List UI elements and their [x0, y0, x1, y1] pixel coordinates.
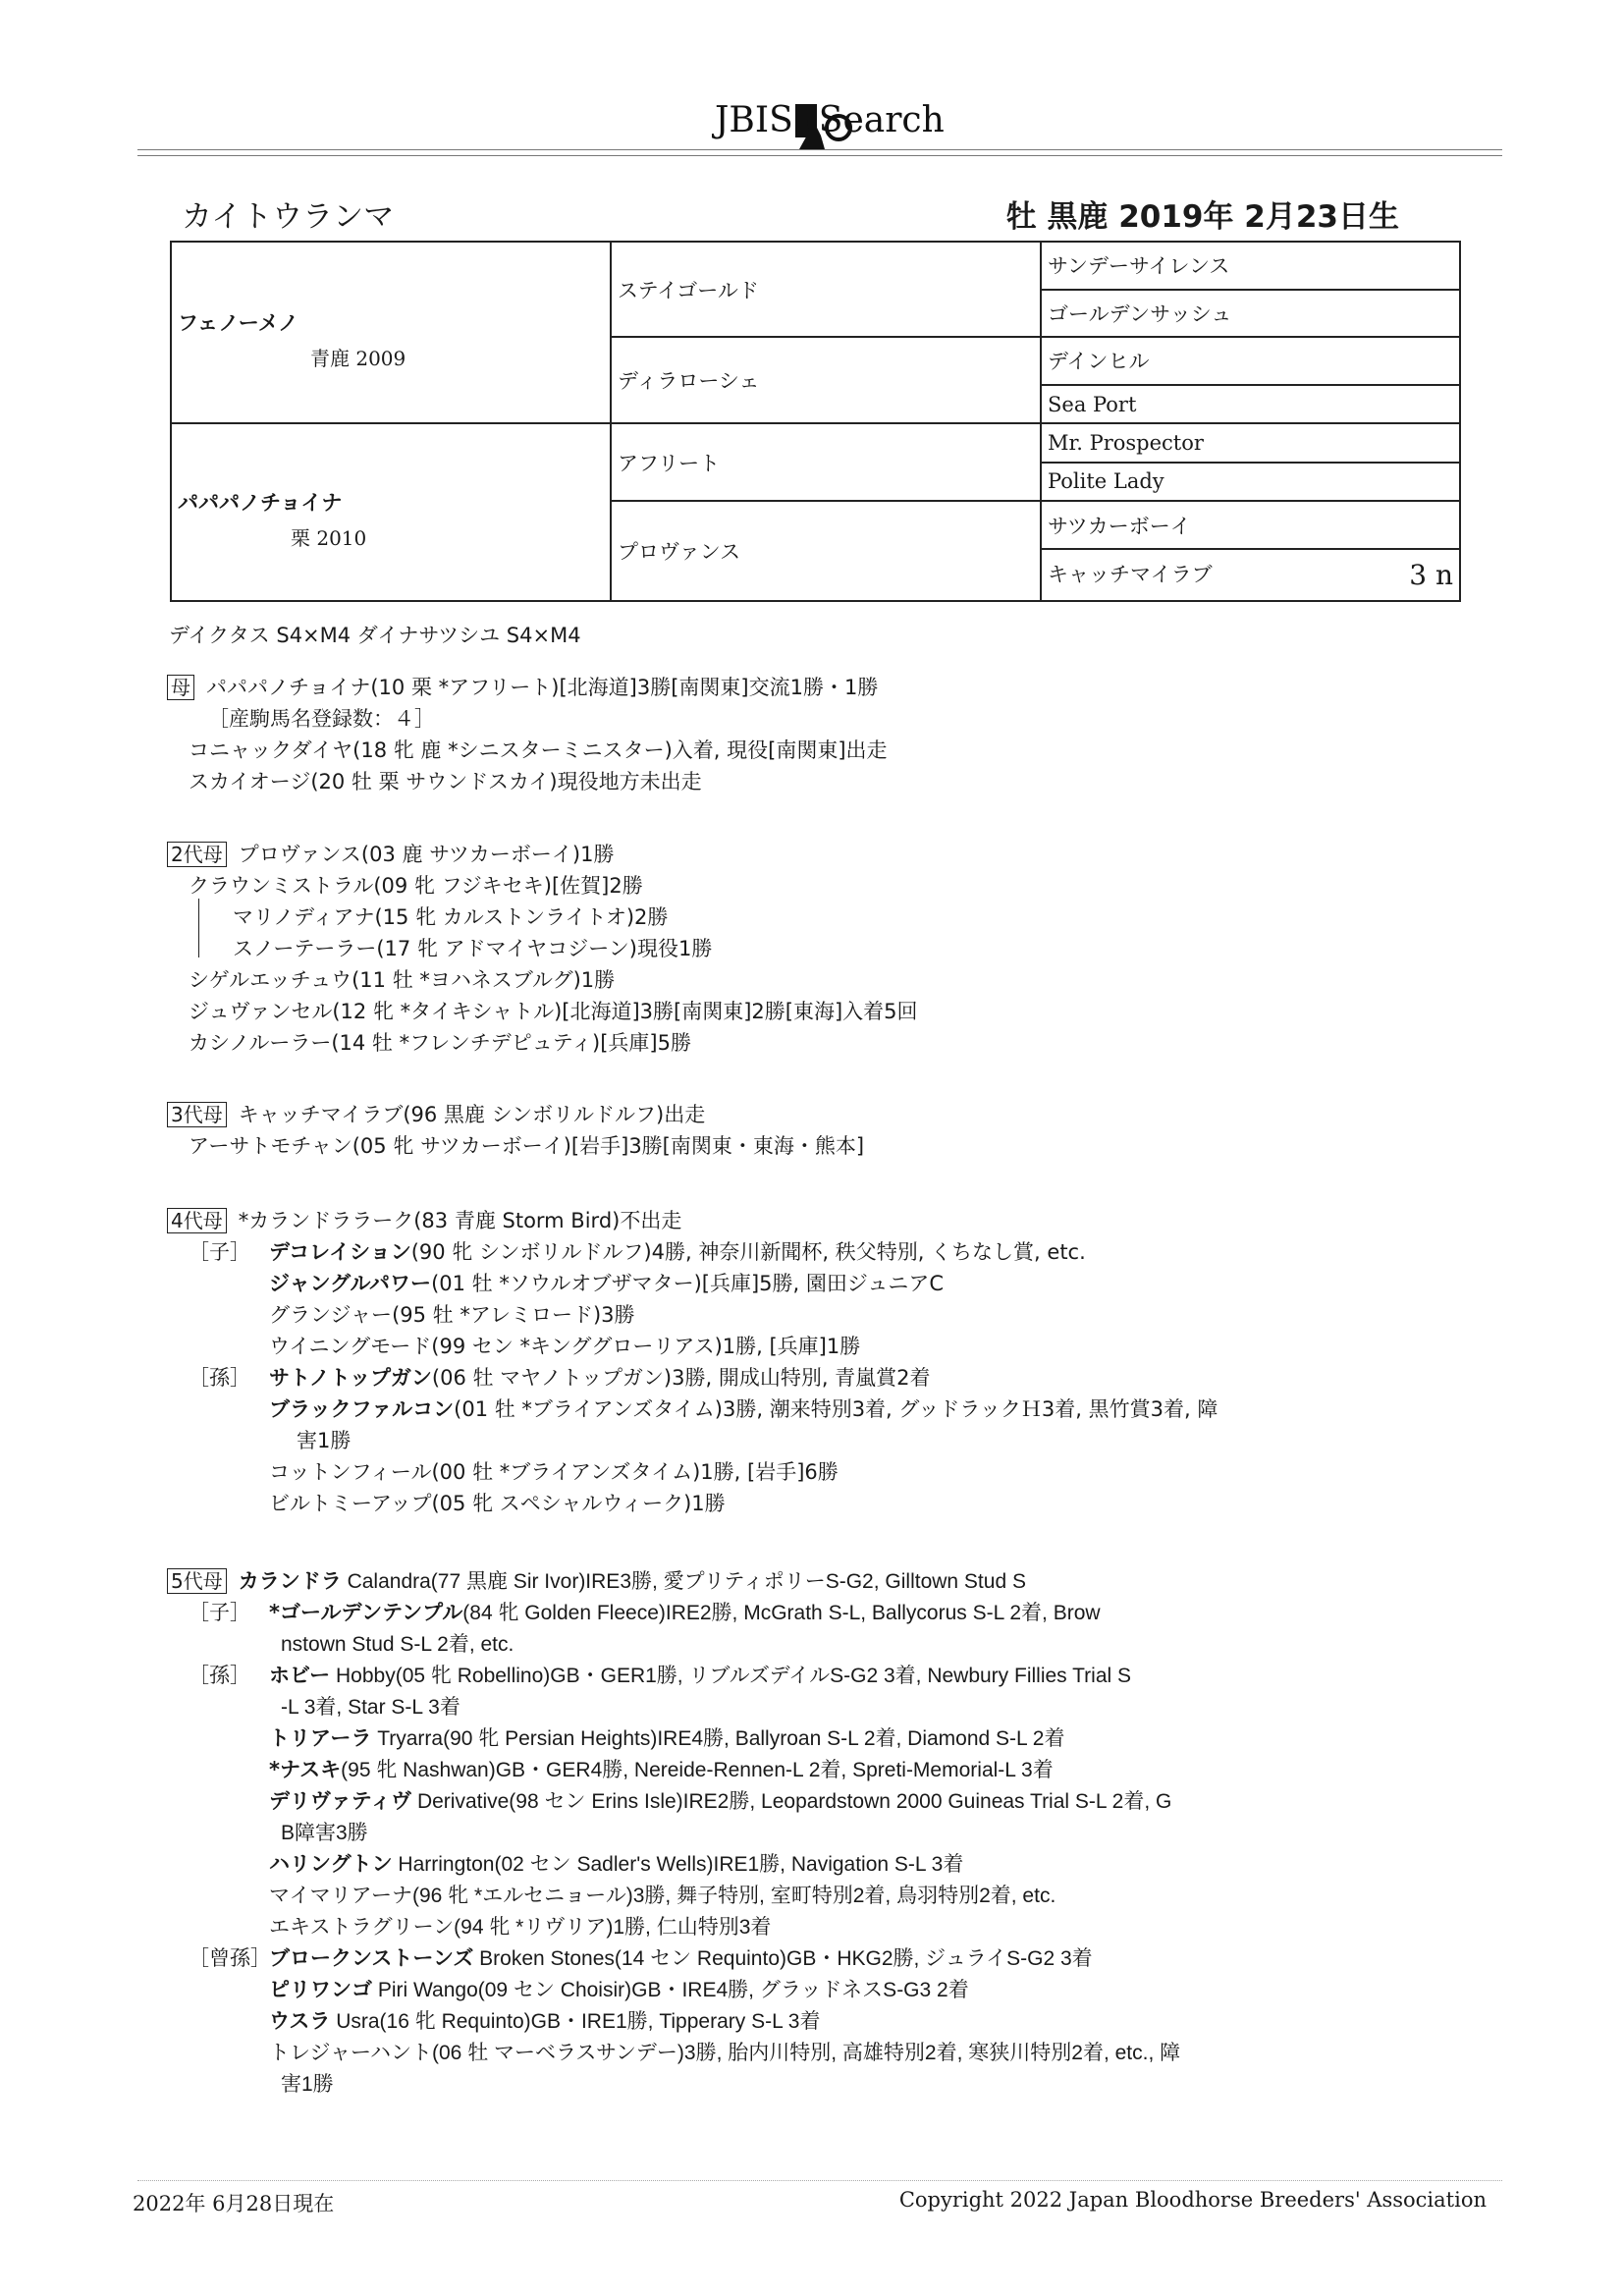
horse-name: ピリワンゴ	[269, 1978, 372, 2001]
horse-name: ビルトミーアップ	[269, 1492, 432, 1515]
list-item	[189, 1363, 931, 1393]
horse-record: (01 牡 *ブライアンズタイム)3勝, 潮来特別3着, グッドラックＨ3着, 黒竹賞3着, 障	[454, 1397, 1218, 1421]
dam-section-head	[167, 673, 878, 702]
list-item	[189, 1269, 944, 1298]
g3-cell-2: ゴールデンサッシュ	[1041, 290, 1460, 338]
g4-head: *カランドララーク(83 青鹿 Storm Bird)不出走	[238, 1209, 682, 1232]
g2-line-2: クラウンミストラル(09 牝 フジキセキ)[佐賀]2勝	[189, 874, 643, 898]
horse-name: デコレイション	[269, 1240, 411, 1264]
dam-line-3: コニャックダイヤ(18 牝 鹿 *シニスターミニスター)入着, 現役[南関東]出走	[189, 738, 888, 762]
sire-dam-cell: ディラローシェ	[611, 337, 1041, 423]
horse-name: ウイニングモード	[269, 1335, 432, 1358]
horse-record: (84 牝 Golden Fleece)IRE2勝, McGrath S-L, Ballycorus S-L 2着, Brow	[462, 1602, 1101, 1624]
list-item	[189, 1692, 460, 1722]
dam-color-year: 栗 2010	[291, 526, 367, 551]
content-area	[169, 619, 1445, 2151]
g2-line-6: ジュヴァンセル(12 牝 *タイキシャトル)[北海道]3勝[南関東]2勝[東海]入着5回	[189, 1000, 918, 1023]
footer-date: 2022年 6月28日現在	[133, 2192, 335, 2215]
footer-rule	[137, 2180, 1502, 2181]
horse-record: (99 セン *キンググローリアス)1勝, [兵庫]1勝	[431, 1335, 861, 1358]
g3-cell-3: デインヒル	[1041, 337, 1460, 385]
horse-record: トレジャーハント(06 牡 マーベラスサンデー)3勝, 胎内川特別, 高雄特別2着, 寒狭川特別2着, etc., 障	[269, 2042, 1181, 2064]
horse-name: コットンフィール	[269, 1460, 432, 1484]
g3-line-2: アーサトモチャン(05 牝 サツカーボーイ)[岩手]3勝[南関東・東海・熊本]	[189, 1134, 865, 1158]
horse-name: ジャングルパワー	[269, 1272, 432, 1295]
relation-tag: ［子］	[189, 1601, 250, 1624]
list-item	[189, 2069, 334, 2100]
header-rule-top	[137, 149, 1502, 150]
horse-record: 害1勝	[281, 2073, 334, 2096]
page-header	[0, 49, 1624, 157]
g2-line-1: プロヴァンス(03 鹿 サツカーボーイ)1勝	[238, 843, 615, 866]
relation-tag: ［孫］	[189, 1664, 250, 1687]
list-item	[189, 1755, 1054, 1785]
horse-record: (00 牡 *ブライアンズタイム)1勝, [岩手]6勝	[431, 1460, 839, 1484]
horse-name: ウスラ	[269, 2009, 331, 2033]
list-item	[189, 1786, 1171, 1817]
list-item	[189, 1849, 963, 1880]
horse-name: デリヴァティヴ	[269, 1789, 412, 1813]
section-label: 5代母	[167, 1568, 227, 1594]
horse-record: マイマリアーナ(96 牝 *エルセニョール)3勝, 舞子特別, 室町特別2着, 鳥羽特別2着, etc.	[269, 1885, 1056, 1907]
list-item	[189, 1426, 351, 1455]
list-item	[189, 1881, 1056, 1911]
g2-line-5: シゲルエッチュウ(11 牡 *ヨハネスブルグ)1勝	[189, 968, 616, 992]
horse-record: nstown Stud S-L 2着, etc.	[281, 1633, 514, 1656]
g2-tree-bar	[198, 899, 199, 957]
logo-text-right: Search	[818, 100, 945, 140]
relation-tag: ［子］	[189, 1240, 250, 1264]
horse-name: ブラックファルコン	[269, 1397, 455, 1421]
dam-dam-cell: プロヴァンス	[611, 501, 1041, 601]
horse-name: *ナスキ	[269, 1758, 342, 1781]
dam-line-4: スカイオージ(20 牡 栗 サウンドスカイ)現役地方未出走	[189, 770, 702, 793]
horse-name: ホビー	[269, 1664, 331, 1687]
list-item	[189, 1661, 1131, 1691]
g5-section-head	[167, 1566, 1026, 1597]
horse-record: (05 牝 スペシャルウィーク)1勝	[431, 1492, 726, 1515]
g3-cell-8	[1041, 549, 1460, 601]
list-item	[189, 1300, 635, 1330]
list-item	[189, 1394, 1218, 1424]
list-item	[189, 2006, 820, 2037]
dam-cell	[171, 423, 611, 601]
pedigree-table	[170, 241, 1461, 602]
dam-name: パパパノチョイナ	[178, 491, 343, 516]
sire-cell	[171, 242, 611, 423]
title-row	[182, 191, 1399, 235]
list-item	[189, 1818, 368, 1848]
horse-record: (01 牡 *ソウルオブザマター)[兵庫]5勝, 園田ジュニアC	[431, 1272, 945, 1295]
horse-record: エキストラグリーン(94 牝 *リヴリア)1勝, 仁山特別3着	[269, 1916, 772, 1939]
list-item	[189, 1975, 969, 2005]
horse-record: 害1勝	[297, 1429, 352, 1452]
horse-name: サトノトップガン	[269, 1366, 432, 1390]
horse-name: グランジャー	[269, 1303, 393, 1327]
section-label: 3代母	[167, 1102, 227, 1127]
section-label: 母	[167, 675, 194, 700]
dam-line-2: ［産駒馬名登録数：４］	[208, 707, 435, 731]
g3-cell-7: サツカーボーイ	[1041, 501, 1460, 549]
section-label: 2代母	[167, 842, 227, 867]
list-item	[189, 1457, 839, 1487]
horse-name: カイトウランマ	[182, 199, 395, 235]
inbreeding-line: デイクタス S4×M4 ダイナサツシユ S4×M4	[169, 624, 581, 647]
relation-tag: ［曾孫］	[189, 1946, 271, 1970]
list-item	[189, 1943, 1093, 1974]
horse-record: -L 3着, Star S-L 3着	[281, 1696, 460, 1719]
horse-name: ハリングトン	[269, 1852, 393, 1876]
logo-text-left: JBIS	[715, 100, 793, 140]
g2-section-head	[167, 840, 614, 869]
list-item	[189, 2038, 1180, 2068]
list-item	[189, 1598, 1101, 1628]
g4-section-head	[167, 1206, 681, 1235]
sire-color-year: 青鹿 2009	[310, 347, 406, 371]
section-label: 4代母	[167, 1208, 227, 1233]
horse-record: B障害3勝	[281, 1822, 368, 1844]
horse-info: 牡 黒鹿 2019年 2月23日生	[1005, 199, 1399, 235]
list-item	[189, 1723, 1064, 1754]
horse-name: トリアーラ	[269, 1726, 372, 1750]
horse-record: Tryarra(90 牝 Persian Heights)IRE4勝, Ballyroan S-L 2着, Diamond S-L 2着	[371, 1727, 1065, 1750]
dam-sire-cell: アフリート	[611, 423, 1041, 501]
list-item	[189, 1912, 771, 1942]
dam-line-1: パパパノチョイナ(10 栗 *アフリート)[北海道]3勝[南関東]交流1勝・1勝	[206, 676, 879, 699]
horse-record: Hobby(05 牝 Robellino)GB・GER1勝, リブルズデイルS-G2 3着, Newbury Fillies Trial S	[330, 1665, 1132, 1687]
relation-tag: ［孫］	[189, 1366, 250, 1390]
header-rule-bottom	[137, 155, 1502, 156]
g2-line-4: スノーテーラー(17 牝 アドマイヤコジーン)現役1勝	[233, 937, 713, 960]
g5-head-name: カランドラ	[238, 1569, 342, 1593]
g3-cell-6: Polite Lady	[1041, 463, 1460, 501]
horse-record: (95 牡 *アレミロード)3勝	[392, 1303, 635, 1327]
g3-cell-8-name: キャッチマイラブ	[1048, 562, 1213, 586]
horse-record: Derivative(98 セン Erins Isle)IRE2勝, Leopardstown 2000 Guineas Trial S-L 2着, G	[411, 1790, 1172, 1813]
list-item	[189, 1332, 860, 1361]
horse-record: Broken Stones(14 セン Requinto)GB・HKG2勝, ジュライS-G2 3着	[473, 1947, 1093, 1970]
g2-line-3: マリノディアナ(15 牝 カルストンライトオ)2勝	[233, 905, 669, 929]
horse-name: ブロークンストーンズ	[269, 1946, 474, 1970]
horse-record: (95 牝 Nashwan)GB・GER4勝, Nereide-Rennen-L 2着, Spreti-Memorial-L 3着	[341, 1759, 1054, 1781]
g3-cell-5: Mr. Prospector	[1041, 423, 1460, 462]
g3-cell-4: Sea Port	[1041, 385, 1460, 423]
horse-record: Piri Wango(09 セン Choisir)GB・IRE4勝, グラッドネスS-G3 2着	[372, 1979, 969, 2001]
g2-line-7: カシノルーラー(14 牡 *フレンチデピュティ)[兵庫]5勝	[189, 1031, 691, 1055]
horse-record: (06 牡 マヤノトップガン)3勝, 開成山特別, 青嵐賞2着	[431, 1366, 931, 1390]
g3-line-1: キャッチマイラブ(96 黒鹿 シンボリルドルフ)出走	[238, 1103, 706, 1126]
g5-head-rest: Calandra(77 黒鹿 Sir Ivor)IRE3勝, 愛プリティポリーS-G2, Gilltown Stud S	[341, 1570, 1026, 1593]
list-item	[189, 1237, 1086, 1267]
horse-name: *ゴールデンテンプル	[269, 1601, 463, 1624]
horse-record: Usra(16 牝 Requinto)GB・IRE1勝, Tipperary S-L 3着	[330, 2010, 821, 2033]
sire-sire-cell: ステイゴールド	[611, 242, 1041, 337]
g3-cell-1: サンデーサイレンス	[1041, 242, 1460, 290]
family-code: 3 n	[1409, 558, 1453, 591]
list-item	[189, 1489, 726, 1518]
list-item	[189, 1629, 514, 1660]
horse-record: (90 牝 シンボリルドルフ)4勝, 神奈川新聞杯, 秩父特別, くちなし賞, etc.	[410, 1240, 1086, 1264]
sire-name: フェノーメノ	[178, 311, 299, 336]
footer-copyright: Copyright 2022 Japan Bloodhorse Breeders' Association	[898, 2188, 1487, 2212]
horse-record: Harrington(02 セン Sadler's Wells)IRE1勝, Navigation S-L 3着	[392, 1853, 964, 1876]
g3-section-head	[167, 1100, 705, 1129]
